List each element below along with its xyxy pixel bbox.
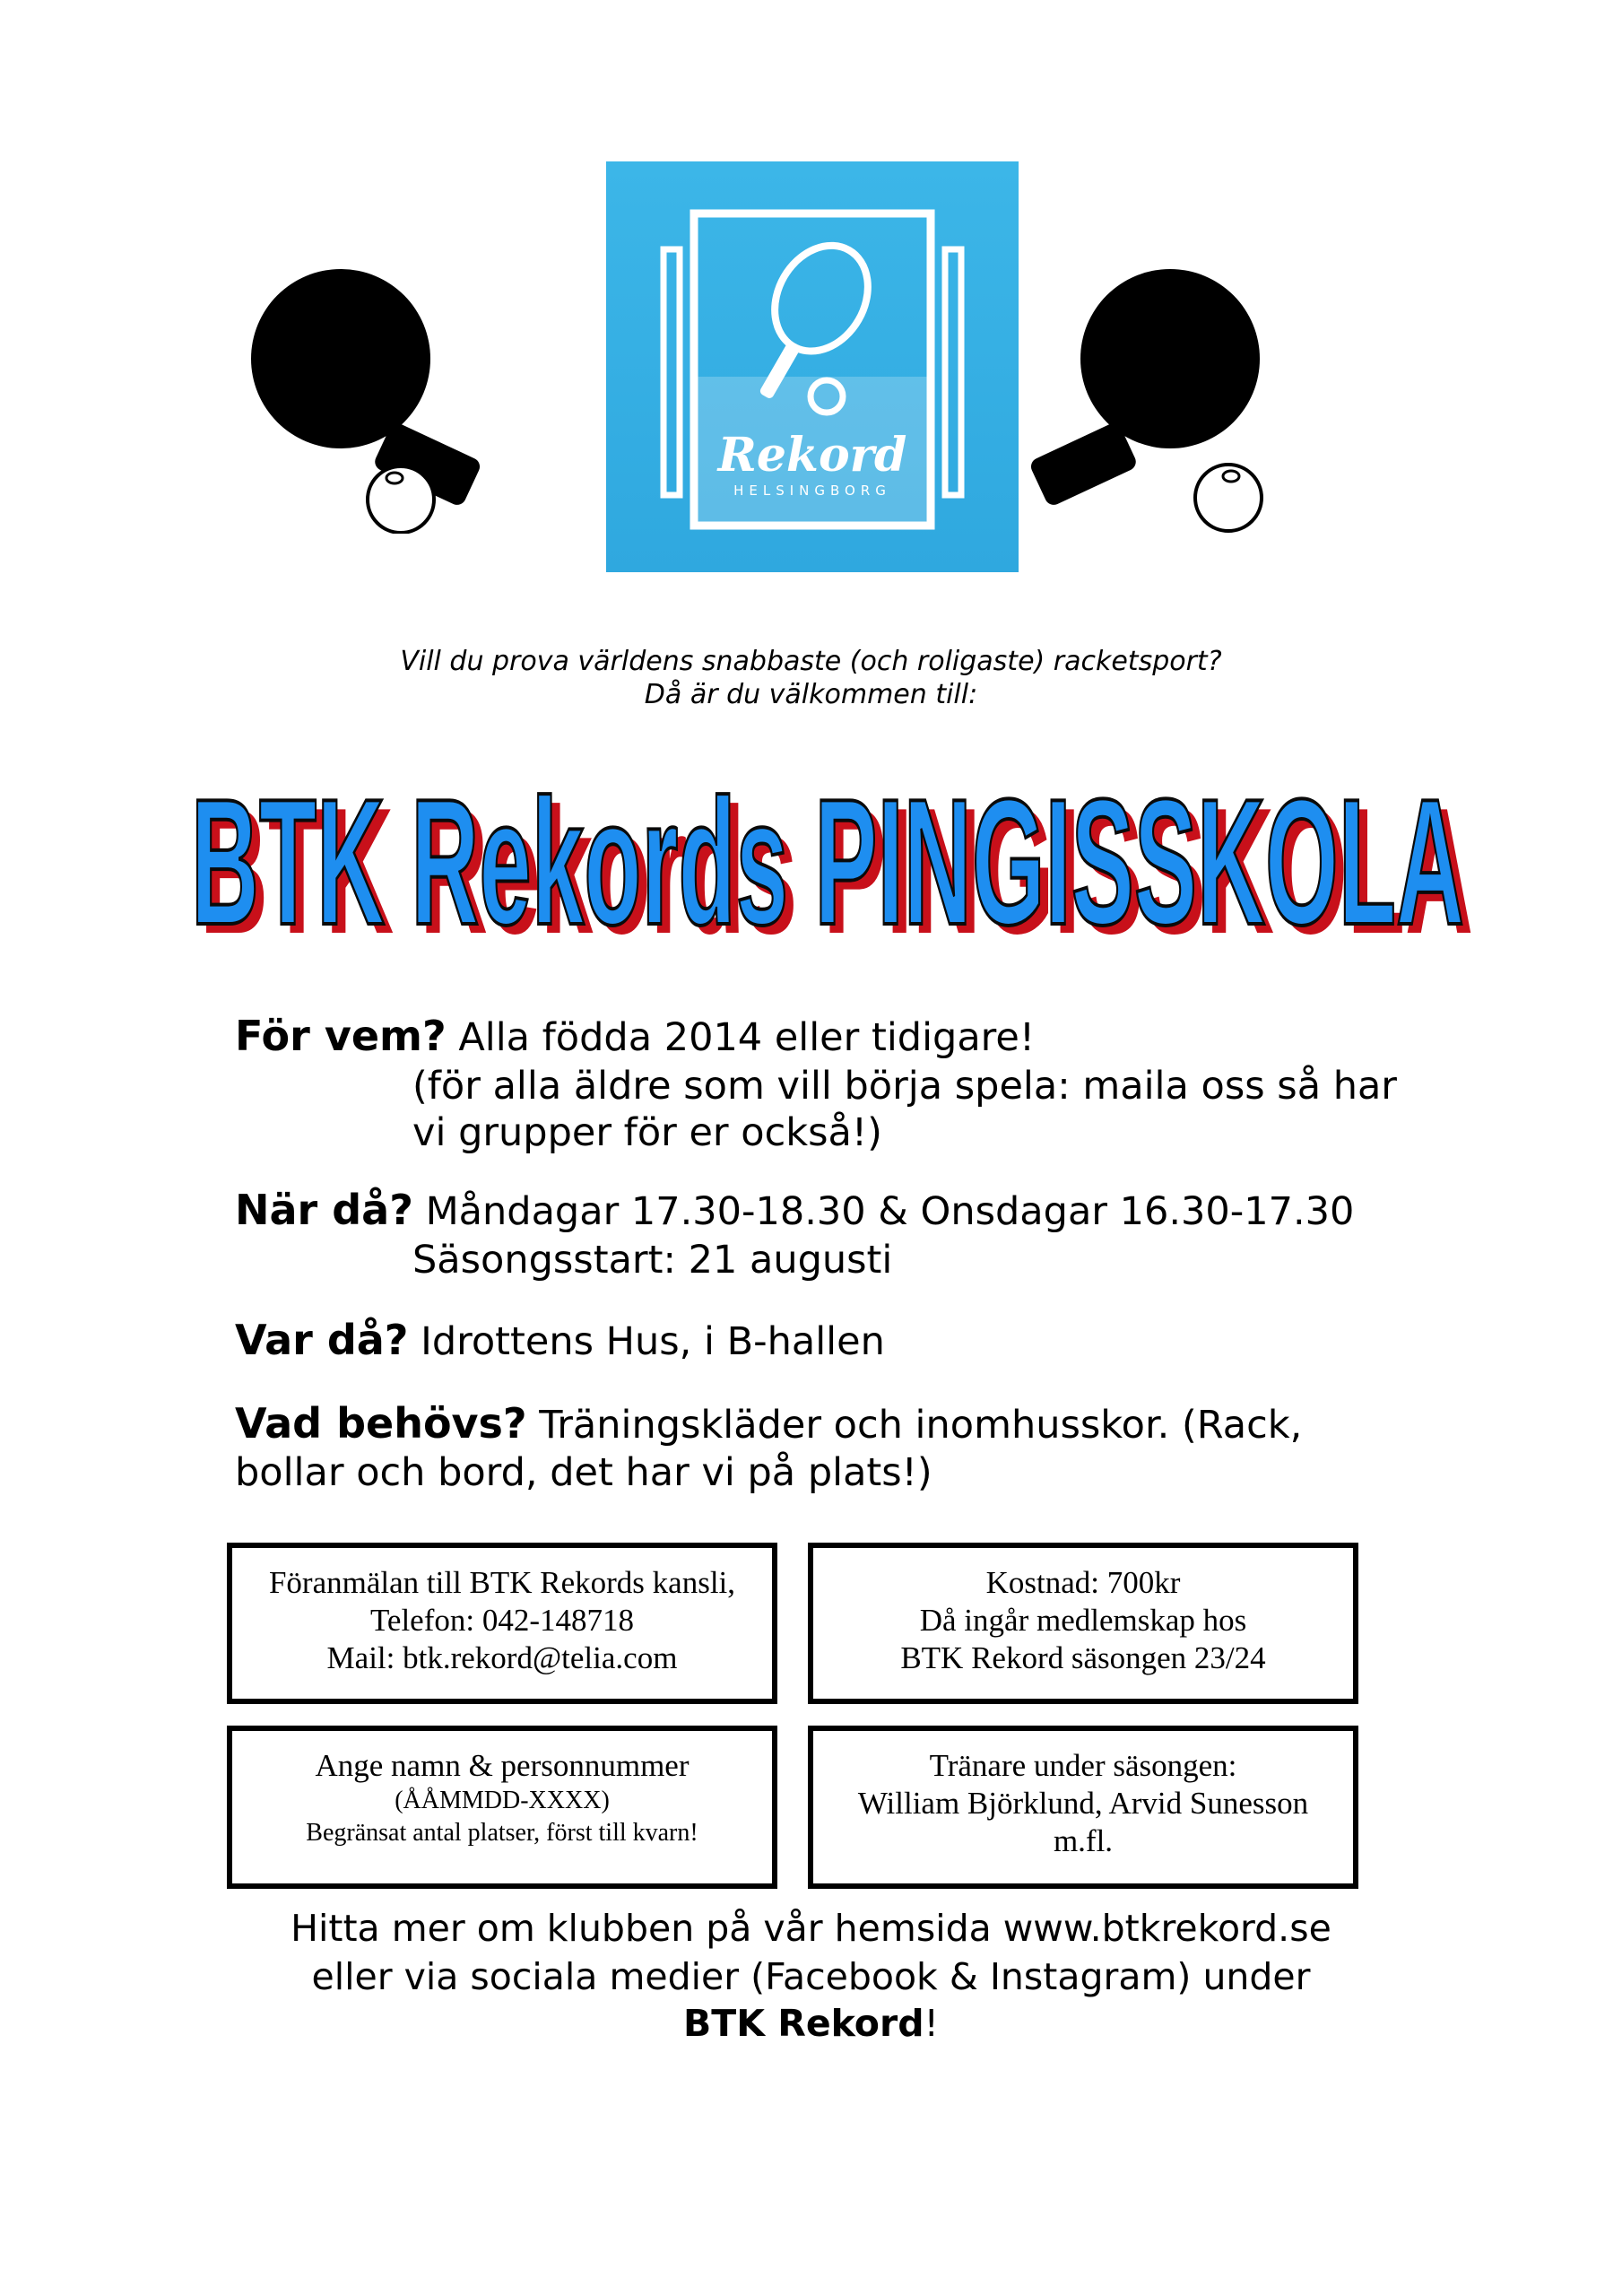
club-logo — [606, 161, 1019, 572]
intro-line-1: Vill du prova världens snabbaste (och roligaste) racketsport? — [400, 646, 1222, 677]
coaches-box — [808, 1726, 1358, 1889]
info-vad-behovs — [235, 1399, 1302, 1448]
vad-behovs-text: Träningskläder och inomhusskor. (Rack, — [539, 1403, 1303, 1448]
logo-name: Rekord — [717, 428, 907, 483]
info-nar-da — [235, 1186, 1354, 1234]
registration-box — [227, 1543, 777, 1704]
registration-line-1: Föranmälan till BTK Rekords kansli, — [268, 1565, 736, 1600]
coaches-line-2: William Björklund, Arvid Sunesson — [857, 1786, 1309, 1821]
vad-behovs-label: Vad behövs? — [235, 1399, 527, 1448]
nar-da-text: Måndagar 17.30-18.30 & Onsdagar 16.30-17.30 — [425, 1189, 1355, 1234]
footer-exclamation: ! — [924, 2002, 939, 2045]
paddle-left-icon — [215, 265, 484, 534]
headline-shadow: BTK Rekords PINGISSKOLA — [200, 771, 1473, 958]
cost-line-1: Kostnad: 700kr — [985, 1565, 1181, 1600]
name-info-line-3: Begränsat antal platser, först till kvarn! — [306, 1819, 698, 1847]
footer-club-name: BTK Rekord — [683, 2002, 924, 2045]
for-vem-cont-2: vi grupper för er också!) — [412, 1110, 882, 1155]
name-info-line-1: Ange namn & personnummer — [315, 1748, 690, 1783]
registration-mail: Mail: btk.rekord@telia.com — [326, 1640, 678, 1675]
name-info-line-2: (ÅÅMMDD-XXXX) — [395, 1787, 610, 1814]
nar-da-cont-1: Säsongsstart: 21 augusti — [412, 1238, 893, 1283]
cost-line-2: Då ingår medlemskap hos — [919, 1603, 1247, 1638]
var-da-text: Idrottens Hus, i B-hallen — [421, 1319, 885, 1364]
coaches-line-1: Tränare under säsongen: — [929, 1748, 1237, 1783]
cost-box — [808, 1543, 1358, 1704]
logo-city: HELSINGBORG — [733, 483, 891, 499]
headline-text: BTK Rekords PINGISSKOLA — [191, 762, 1464, 958]
paddle-right-icon — [1027, 265, 1296, 534]
coaches-line-3: m.fl. — [1053, 1823, 1114, 1858]
footer-line-3 — [0, 2002, 1622, 2045]
vad-behovs-cont-1: bollar och bord, det har vi på plats!) — [235, 1450, 932, 1495]
info-for-vem — [235, 1012, 1035, 1060]
var-da-label: Var då? — [235, 1316, 409, 1364]
nar-da-label: När då? — [235, 1186, 413, 1234]
intro-line-2: Då är du välkommen till: — [644, 679, 978, 710]
name-info-box — [227, 1726, 777, 1889]
for-vem-cont-1: (för alla äldre som vill börja spela: maila oss så har — [412, 1064, 1397, 1109]
for-vem-text: Alla födda 2014 eller tidigare! — [458, 1015, 1036, 1060]
info-var-da — [235, 1316, 885, 1364]
cost-line-3: BTK Rekord säsongen 23/24 — [900, 1640, 1266, 1675]
footer-line-2: eller via sociala medier (Facebook & Instagram) under — [311, 1955, 1311, 1998]
footer-line-1: Hitta mer om klubben på vår hemsida www.btkrekord.se — [291, 1907, 1331, 1950]
headline — [175, 743, 1484, 958]
for-vem-label: För vem? — [235, 1012, 447, 1060]
registration-phone: Telefon: 042-148718 — [369, 1603, 634, 1638]
